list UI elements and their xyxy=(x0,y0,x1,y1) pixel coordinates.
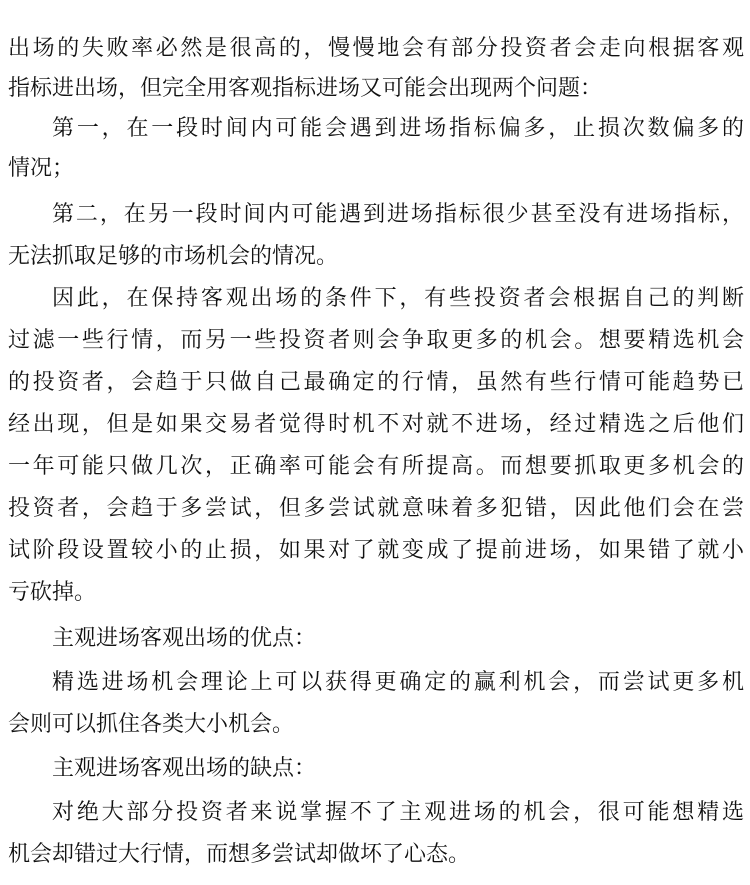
text-line: 试阶段设置较小的止损，如果对了就变成了提前进场，如果错了就小 xyxy=(8,538,744,563)
text-line: 对绝大部分投资者来说掌握不了主观进场的机会，很可能想精选 xyxy=(52,800,744,825)
text-line: 过滤一些行情，而另一些投资者则会争取更多的机会。想要精选机会 xyxy=(8,328,744,353)
text-line: 第一，在一段时间内可能会遇到进场指标偏多，止损次数偏多的 xyxy=(52,116,744,141)
text-line: 第二，在另一段时间内可能遇到进场指标很少甚至没有进场指标， xyxy=(52,202,744,227)
text-line: 亏砍掉。 xyxy=(8,580,97,605)
text-line: 会则可以抓住各类大小机会。 xyxy=(8,712,295,737)
text-line: 经出现，但是如果交易者觉得时机不对就不进场，经过精选之后他们 xyxy=(8,412,744,437)
text-line: 指标进出场，但完全用客观指标进场又可能会出现两个问题： xyxy=(8,76,603,101)
text-line: 无法抓取足够的市场机会的情况。 xyxy=(8,244,339,269)
text-line: 出场的失败率必然是很高的，慢慢地会有部分投资者会走向根据客观 xyxy=(8,36,744,61)
text-line: 投资者，会趋于多尝试，但多尝试就意味着多犯错，因此他们会在尝 xyxy=(8,496,744,521)
text-line: 的投资者，会趋于只做自己最确定的行情，虽然有些行情可能趋势已 xyxy=(8,370,744,395)
section-heading: 主观进场客观出场的缺点： xyxy=(52,756,317,781)
text-line: 精选进场机会理论上可以获得更确定的赢利机会，而尝试更多机 xyxy=(52,670,744,695)
text-line: 因此，在保持客观出场的条件下，有些投资者会根据自己的判断 xyxy=(52,286,744,311)
text-line: 一年可能只做几次，正确率可能会有所提高。而想要抓取更多机会的 xyxy=(8,454,744,479)
text-line: 情况； xyxy=(8,156,75,181)
section-heading: 主观进场客观出场的优点： xyxy=(52,626,317,651)
text-line: 机会却错过大行情，而想多尝试却做坏了心态。 xyxy=(8,842,471,867)
